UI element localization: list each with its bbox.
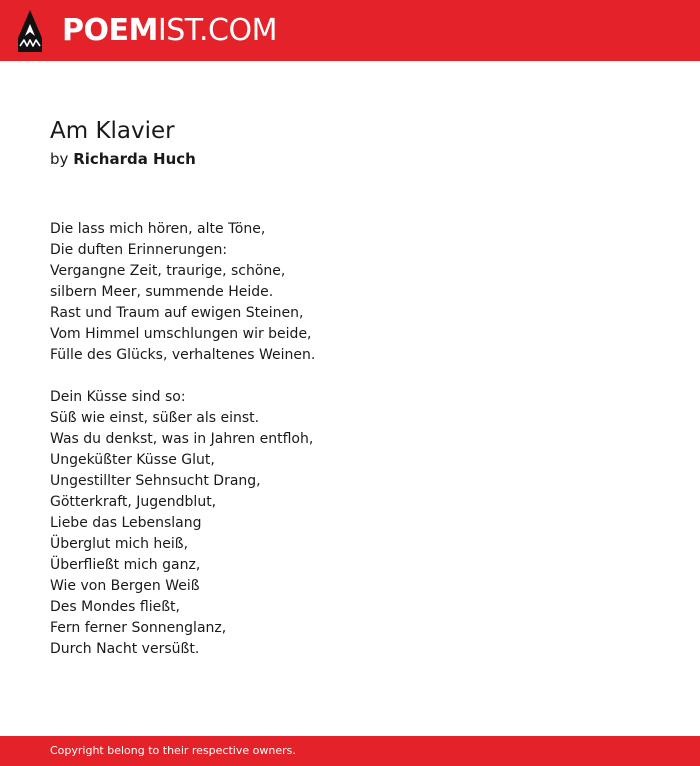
poem-line: silbern Meer, summende Heide.: [50, 284, 274, 300]
poem-line: Wie von Bergen Weiß: [50, 578, 200, 594]
poem-line: Dein Küsse sind so:: [50, 389, 186, 405]
poem-line: Vergangne Zeit, traurige, schöne,: [50, 263, 286, 279]
poem-line: Des Mondes fließt,: [50, 599, 180, 615]
pen-nib-icon: [18, 10, 42, 52]
poem-line: Liebe das Lebenslang: [50, 515, 202, 531]
site-header: [0, 0, 700, 61]
poem-line: Durch Nacht versüßt.: [50, 641, 200, 657]
poem-line: Die lass mich hören, alte Töne,: [50, 221, 266, 237]
poem-line: Vom Himmel umschlungen wir beide,: [50, 326, 312, 342]
site-logo-link[interactable]: [18, 10, 277, 52]
poem-line: Süß wie einst, süßer als einst.: [50, 410, 260, 426]
site-logo-text: [62, 13, 277, 48]
poem-stanza-1: [50, 219, 315, 366]
poem-line: Die duften Erinnerungen:: [50, 242, 228, 258]
poem-title: Am Klavier: [50, 118, 175, 144]
poem-line: Rast und Traum auf ewigen Steinen,: [50, 305, 304, 321]
site-footer: [0, 736, 700, 766]
poem-byline: [50, 149, 196, 169]
poem-body: [50, 219, 315, 660]
poem-line: Was du denkst, was in Jahren entfloh,: [50, 431, 314, 447]
author-name: Richarda Huch: [73, 150, 196, 168]
poem-line: Ungestillter Sehnsucht Drang,: [50, 473, 261, 489]
poem-line: Fern ferner Sonnenglanz,: [50, 620, 227, 636]
poem-line: Ungeküßter Küsse Glut,: [50, 452, 215, 468]
poem-stanza-2: [50, 387, 315, 660]
logo-text-light: IST.COM: [157, 13, 277, 48]
copyright-text: Copyright belong to their respective owners.: [50, 744, 296, 757]
logo-text-strong: POEM: [62, 13, 158, 48]
poem-line: Fülle des Glücks, verhaltenes Weinen.: [50, 347, 316, 363]
poem-line: Götterkraft, Jugendblut,: [50, 494, 217, 510]
poem-line: Überglut mich heiß,: [50, 536, 189, 552]
by-label: by: [50, 150, 69, 168]
poem-line: Überfließt mich ganz,: [50, 557, 201, 573]
